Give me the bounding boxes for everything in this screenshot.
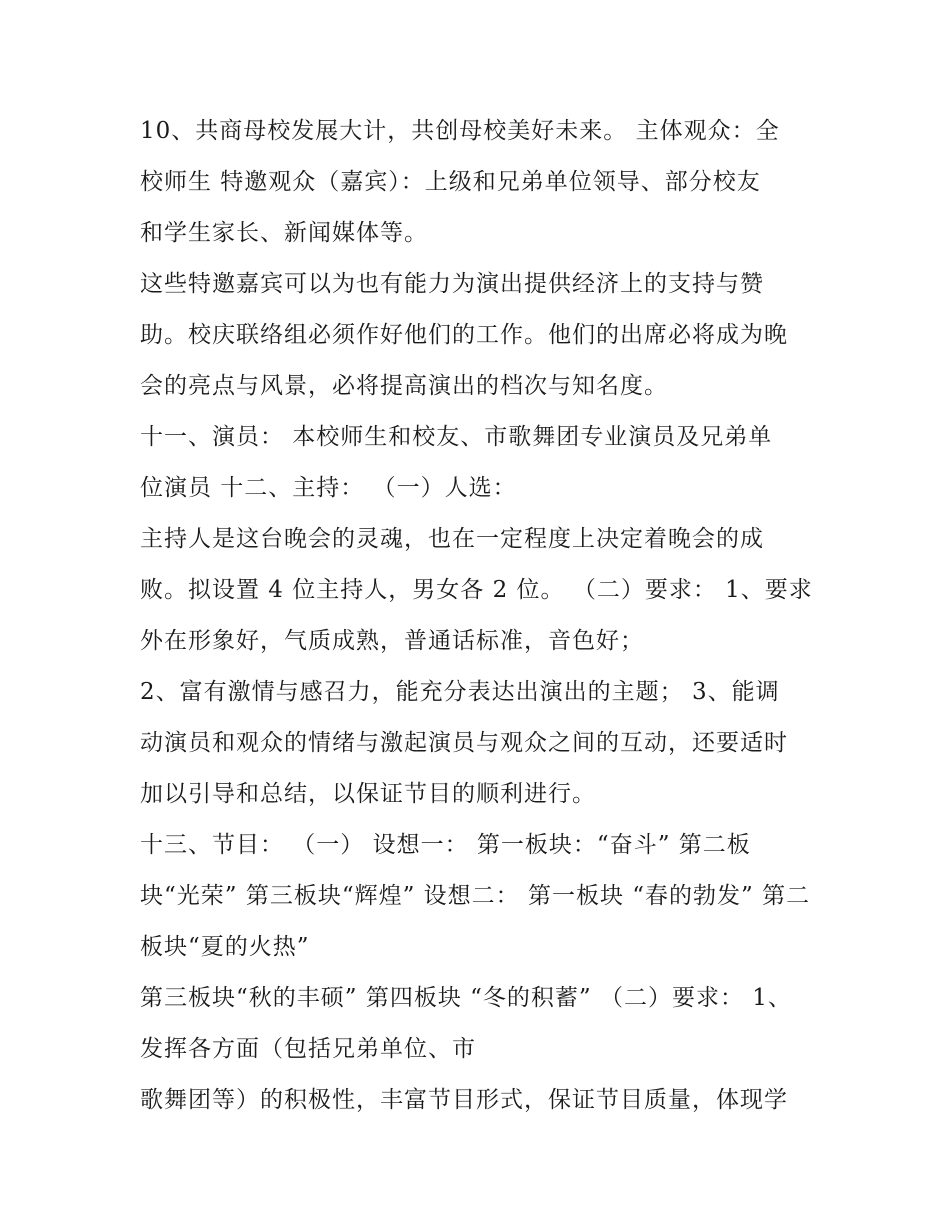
text-line-4: 这些特邀嘉宾可以为也有能力为演出提供经济上的支持与赞 <box>140 271 764 297</box>
text-line-3: 和学生家长、新闻媒体等。 <box>140 220 428 246</box>
text-line-16: 块“光荣” 第三板块“辉煌” 设想二： 第一板块 “春的勃发” 第二 <box>140 883 811 909</box>
text-line-8: 位演员 十二、主持： （一）人选： <box>140 475 517 501</box>
text-line-6: 会的亮点与风景，必将提高演出的档次与知名度。 <box>140 373 668 399</box>
text-line-18: 第三板块“秋的丰硕” 第四板块 “冬的积蓄” （二）要求： 1、 <box>140 985 792 1011</box>
text-line-12: 2、富有激情与感召力，能充分表达出演出的主题； 3、能调 <box>140 679 780 705</box>
document-body <box>140 110 830 1130</box>
text-line-10: 败。拟设置 4 位主持人，男女各 2 位。 （二）要求： 1、要求 <box>140 577 813 603</box>
text-line-13: 动演员和观众的情绪与激起演员与观众之间的互动，还要适时 <box>140 730 788 756</box>
text-line-9: 主持人是这台晚会的灵魂，也在一定程度上决定着晚会的成 <box>140 526 764 552</box>
text-line-1: 10、共商母校发展大计，共创母校美好未来。 主体观众：全 <box>140 118 780 144</box>
text-line-7: 十一、演员： 本校师生和校友、市歌舞团专业演员及兄弟单 <box>140 424 773 450</box>
text-line-11: 外在形象好，气质成熟，普通话标准，音色好； <box>140 628 644 654</box>
text-line-19: 发挥各方面（包括兄弟单位、市 <box>140 1036 476 1062</box>
text-line-14: 加以引导和总结，以保证节目的顺利进行。 <box>140 781 596 807</box>
text-line-20: 歌舞团等）的积极性，丰富节目形式，保证节目质量，体现学 <box>140 1087 788 1113</box>
text-line-15: 十三、节目： （一） 设想一： 第一板块：“奋斗” 第二板 <box>140 832 751 858</box>
text-line-2: 校师生 特邀观众（嘉宾）：上级和兄弟单位领导、部分校友 <box>140 169 761 195</box>
text-line-5: 助。校庆联络组必须作好他们的工作。他们的出席必将成为晚 <box>140 322 788 348</box>
text-line-17: 板块“夏的火热” <box>140 934 310 960</box>
